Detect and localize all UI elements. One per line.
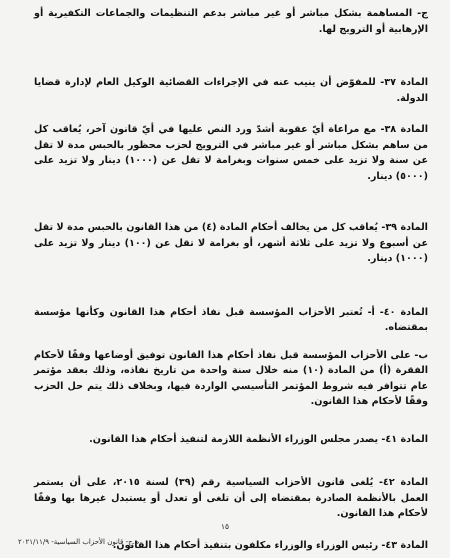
article-40-b: ب- على الأحزاب المؤسسة قبل نفاذ أحكام هذا القانون توفيق أوضاعها وفقًا لأحكام الفقرة (أ) من المادة (١٠) منه خلال سنة واحدة من تاريخ نفاذه، وذلك بعقد مؤتمر عام تتوافر فيه شروط المؤتمر التأسيسي الواردة فيها، وبخلاف ذلك يتم حل الحزب وفقًا لأحكام هذا القانون. xyxy=(34,349,428,407)
article-38: المادة ٣٨- مع مراعاة أيّ عقوبة أشدّ ورد النص عليها في أيّ قانون آخر، يُعاقب كل من ساهم بشكل مباشر أو غير مباشر في الترويج لحزب محظور بالحبس مدة لا تقل عن سنة ولا تزيد على خمس سنوات وبغرامة لا تقل عن (١٠٠٠) دينار ولا تزيد على (٥٠٠٠) دينار. xyxy=(34,124,428,182)
clause-c: ج- المساهمة بشكل مباشر أو غير مباشر بدعم التنظيمات والجماعات التكفيرية أو الإرهابية أو الترويج لها. xyxy=(34,8,428,35)
article-41: المادة ٤١- يصدر مجلس الوزراء الأنظمة اللازمة لتنفيذ أحكام هذا القانون. xyxy=(89,433,428,445)
article-39: المادة ٣٩- يُعاقب كل من يخالف أحكام المادة (٤) من هذا القانون بالحبس مدة لا تقل عن أسبوع ولا تزيد على ثلاثة أشهر، أو بغرامة لا تقل عن (١٠٠) دينار ولا تزيد على (١٠٠٠) دينار. xyxy=(34,222,428,264)
article-37: المادة ٣٧- للمفوّض أن ينيب عنه في الإجراءات القضائية الوكيل العام لإدارة قضايا الدولة. xyxy=(34,77,428,104)
article-40-a: المادة ٤٠- أ- تُعتبر الأحزاب المؤسسة قبل نفاذ أحكام هذا القانون وكأنها مؤسسة بمقتضاه. xyxy=(34,306,428,333)
page-number: ١٥ xyxy=(220,521,230,531)
article-43: المادة ٤٣- رئيس الوزراء والوزراء مكلفون بتنفيذ أحكام هذا القانون. xyxy=(112,539,428,551)
article-42: المادة ٤٢- يُلغى قانون الأحزاب السياسية رقم (٣٩) لسنة ٢٠١٥، على أن يستمر العمل بالأنظمة الصادرة بمقتضاه إلى أن تلغى أو تعدل أو يستبدل غيرها بها وفقًا لأحكام هذا القانون. xyxy=(34,477,428,519)
document-reference: م.ج- قانون الأحزاب السياسية- ٢٠٢١/١١/٩ xyxy=(18,537,140,546)
